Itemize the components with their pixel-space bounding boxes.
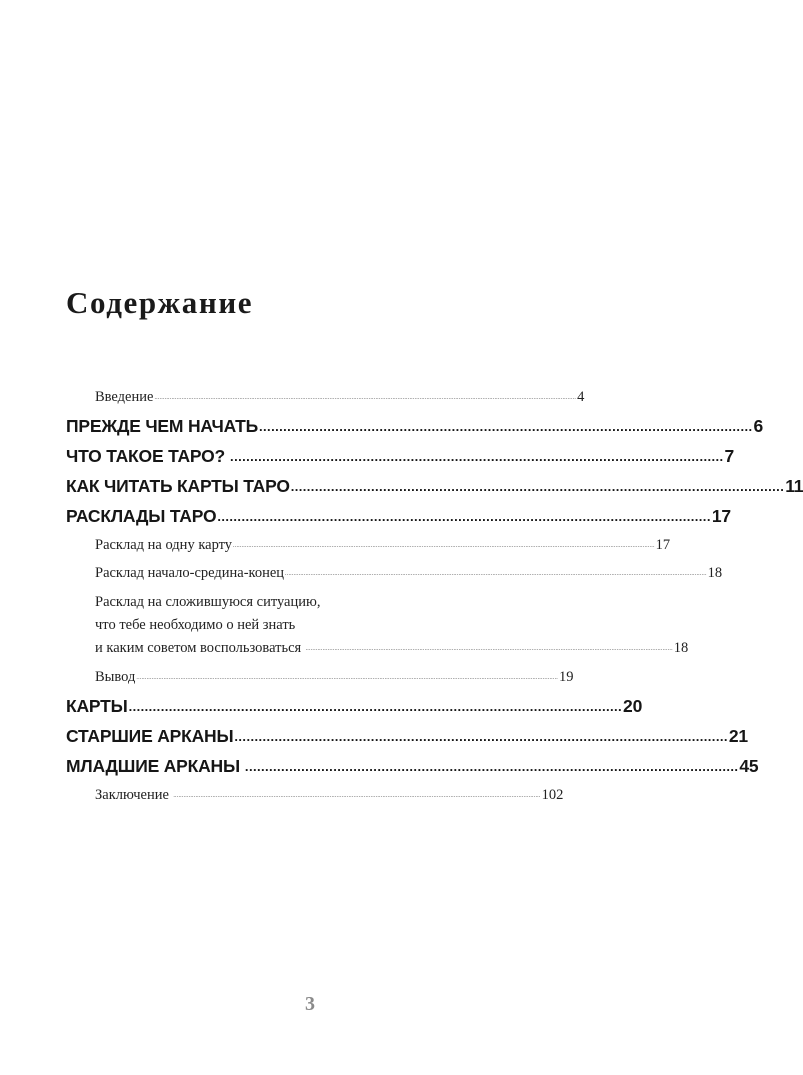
toc-entry-last-line (95, 637, 689, 663)
toc-entry-minor-arcana[interactable] (66, 751, 759, 781)
toc-entry-cards[interactable] (66, 691, 643, 721)
toc-entry-page: 7 (724, 446, 735, 466)
toc-entry-label: СТАРШИЕ АРКАНЫ (66, 726, 234, 746)
dot-leader: ........................................................................................................................................................................................................................ (169, 793, 541, 799)
toc-entry-intro[interactable] (66, 383, 585, 411)
toc-entry-label: Расклад на одну карту (95, 537, 233, 553)
toc-entry-label-line-2: что тебе необходимо о ней знать (95, 617, 296, 633)
toc-entry-page: 102 (541, 787, 564, 803)
toc-entry-page: 20 (623, 696, 643, 716)
toc-entry-label-line-1: Расклад на сложившуюся ситуацию, (95, 594, 321, 610)
toc-entry-how-to-read[interactable] (66, 471, 803, 501)
toc-entry-spreads[interactable] (66, 501, 731, 531)
dot-leader: ........................................................................................................................................................................................................................................................ (233, 543, 655, 549)
toc-entry-label: ПРЕЖДЕ ЧЕМ НАЧАТЬ (66, 416, 259, 436)
page-number: 3 (305, 993, 315, 1015)
toc-entry-major-arcana[interactable] (66, 721, 748, 751)
dot-leader: ........................................................................................................................... (240, 759, 739, 774)
toc-entry-page: 18 (707, 565, 723, 581)
toc-entry-page: 19 (558, 669, 574, 685)
toc-entry-label: МЛАДШИЕ АРКАНЫ (66, 756, 240, 776)
dot-leader: ........................................................................................................................... (259, 419, 753, 434)
toc-entry-before-start[interactable] (66, 411, 764, 441)
dot-leader: ........................................................................................................................................................................................................................................................ (136, 675, 558, 681)
dot-leader: ........................................................................................................................... (128, 699, 623, 714)
toc-entry-label-line-3: и каким советом воспользоваться (95, 640, 302, 656)
dot-leader: ........................................................................................................................................................................................................................................................ (154, 395, 577, 401)
dot-leader: ........................................................................................................................................................................................................................ (302, 646, 673, 652)
page-title: Содержание (66, 285, 254, 320)
toc-entry-page: 45 (739, 756, 759, 776)
dot-leader: ........................................................................................................................... (226, 449, 724, 464)
toc-entry-label: КАРТЫ (66, 696, 128, 716)
dot-leader: ........................................................................................................................... (234, 729, 728, 744)
dot-leader: ........................................................................................................................... (290, 479, 785, 494)
toc-entry-label: ЧТО ТАКОЕ ТАРО? (66, 446, 226, 466)
toc-entry-final[interactable] (66, 781, 564, 809)
toc-entry-page: 17 (655, 537, 671, 553)
toc-entry-one-card[interactable] (66, 531, 671, 559)
toc-entry-page: 11 (785, 476, 803, 496)
toc-entry-what-is-tarot[interactable] (66, 441, 735, 471)
toc-entry-label: Вывод (95, 669, 136, 685)
toc-entry-page: 17 (711, 506, 731, 526)
dot-leader: ........................................................................................................................... (217, 509, 711, 524)
toc-entry-page: 4 (577, 389, 585, 405)
toc-entry-label: Введение (95, 389, 154, 405)
toc-entry-label: Заключение (95, 787, 169, 803)
toc-entry-begin-middle-end[interactable] (66, 559, 723, 587)
toc-entry-label: КАК ЧИТАТЬ КАРТЫ ТАРО (66, 476, 290, 496)
toc-entry-page: 21 (728, 726, 748, 746)
dot-leader: ........................................................................................................................................................................................................................................................ (285, 571, 707, 577)
toc-entry-label: РАСКЛАДЫ ТАРО (66, 506, 217, 526)
toc-entry-situation[interactable] (66, 587, 689, 663)
toc-entry-page: 18 (673, 640, 689, 656)
toc-entry-page: 6 (753, 416, 764, 436)
table-of-contents (66, 383, 803, 809)
toc-entry-conclusion-sub[interactable] (66, 663, 574, 691)
toc-entry-label: Расклад начало-средина-конец (95, 565, 285, 581)
